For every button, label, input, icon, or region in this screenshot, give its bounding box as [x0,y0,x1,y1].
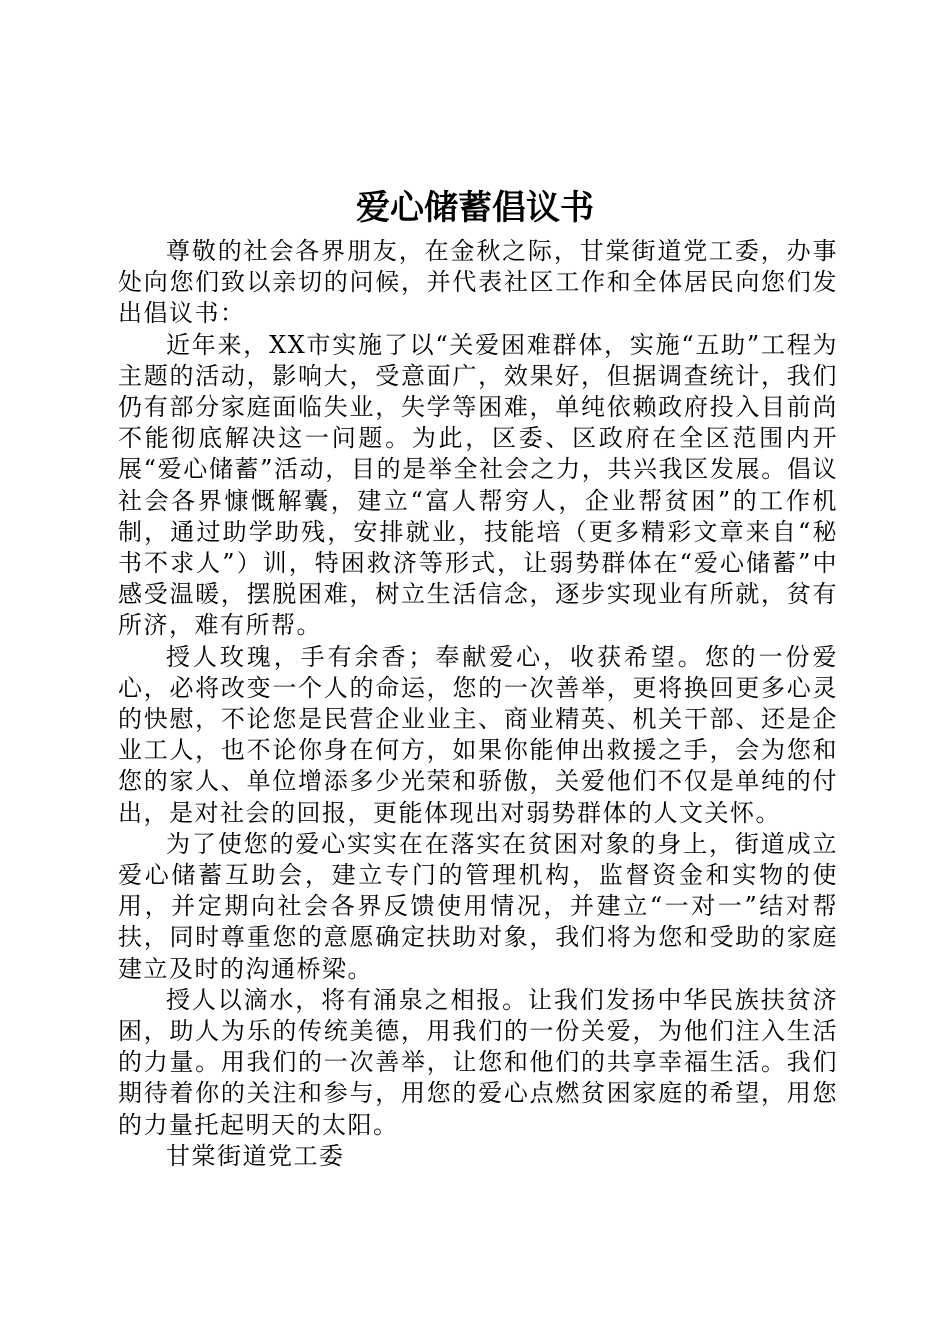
signature: 甘棠街道党工委 [166,1141,345,1170]
document-body [118,236,838,1172]
paragraph-closing: 授人以滴水，将有涌泉之相报。让我们发扬中华民族扶贫济困，助人为乐的传统美德，用我们的一份关爱，为他们注入生活的力量。用我们的一次善举，让您和他们的共享幸福生活。我们期待着你的关注和参与，用您的爱心点燃贫困家庭的希望，用您的力量托起明天的太阳。 [118,985,838,1139]
paragraph-background: 近年来，XX市实施了以“关爱困难群体，实施“五助”工程为主题的活动，影响大，受意面广，效果好，但据调查统计，我们仍有部分家庭面临失业，失学等困难，单纯依赖政府投入目前尚不能彻底解决这一问题。为此，区委、区政府在全区范围内开展“爱心储蓄”活动，目的是举全社会之力，共兴我区发展。倡议社会各界慷慨解囊，建立“富人帮穷人，企业帮贫困”的工作机制，通过助学助残，安排就业，技能培（更多精彩文章来自“秘书不求人”）训，特困救济等形式，让弱势群体在“爱心储蓄”中感受温暖，摆脱困难，树立生活信念，逐步实现业有所就，贫有所济，难有所帮。 [118,330,838,640]
paragraph-appeal: 授人玫瑰，手有余香；奉献爱心，收获希望。您的一份爱心，必将改变一个人的命运，您的一次善举，更将换回更多心灵的快慰，不论您是民营企业业主、商业精英、机关干部、还是企业工人，也不论你身在何方，如果你能伸出救援之手，会为您和您的家人、单位增添多少光荣和骄傲，关爱他们不仅是单纯的付出，是对社会的回报，更能体现出对弱势群体的人文关怀。 [118,642,838,827]
paragraph-greeting: 尊敬的社会各界朋友，在金秋之际，甘棠街道党工委，办事处向您们致以亲切的问候，并代表社区工作和全体居民向您们发出倡议书： [118,237,838,328]
paragraph-mechanism: 为了使您的爱心实实在在落实在贫困对象的身上，街道成立爱心储蓄互助会，建立专门的管理机构，监督资金和实物的使用，并定期向社会各界反馈使用情况，并建立“一对一”结对帮扶，同时尊重您的意愿确定扶助对象，我们将为您和受助的家庭建立及时的沟通桥梁。 [118,829,838,983]
document-title: 爱心储蓄倡议书 [356,188,594,228]
